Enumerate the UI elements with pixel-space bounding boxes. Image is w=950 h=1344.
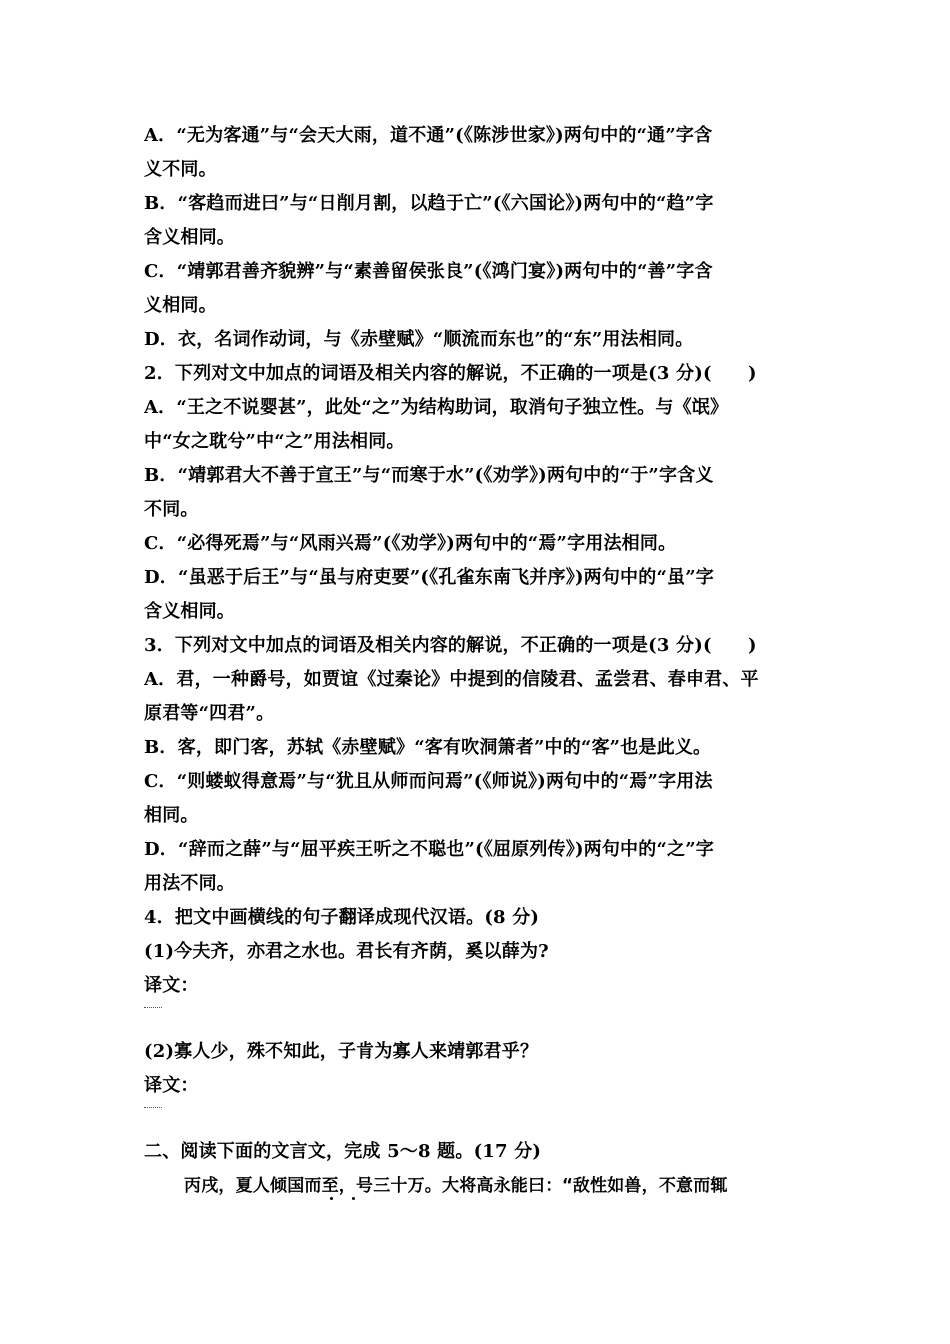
text-line: B．“客趋而进曰”与“日削月割，以趋于亡”(《六国论》)两句中的“趋”字 — [144, 193, 714, 214]
text-line: C．“必得死焉”与“风雨兴焉”(《劝学》)两句中的“焉”字用法相同。 — [144, 533, 677, 554]
text-line: 含义相同。 — [144, 601, 235, 622]
emphasis-dots — [144, 1203, 808, 1211]
text-line: A．“无为客通”与“会天大雨，道不通”(《陈涉世家》)两句中的“通”字含 — [144, 125, 713, 146]
text-line: 2．下列对文中加点的词语及相关内容的解说，不正确的一项是(3 分)( ) — [144, 363, 757, 384]
text-line: B．客，即门客，苏轼《赤壁赋》“客有吹洞箫者”中的“客”也是此义。 — [144, 737, 712, 758]
text-line: 含义相同。 — [144, 227, 235, 248]
text-line: 3．下列对文中加点的词语及相关内容的解说，不正确的一项是(3 分)( ) — [144, 635, 757, 656]
text-line: D．“辞而之薛”与“屈平疾王听之不聪也”(《屈原列传》)两句中的“之”字 — [144, 839, 714, 860]
text-line: 中“女之耽兮”中“之”用法相同。 — [144, 431, 405, 452]
section-heading: 二、阅读下面的文言文，完成 5～8 题。(17 分) — [144, 1141, 542, 1162]
answer-blank-1[interactable] — [144, 1003, 808, 1035]
text-line: 译文： — [144, 975, 199, 996]
passage-line: 丙戌，夏人倾国而至，号三十万。大将高永能曰：“敌性如兽，不意而辄 — [184, 1176, 728, 1196]
text-line: (1)今夫齐，亦君之水也。君长有齐荫，奚以薛为? — [144, 941, 549, 962]
text-line: 相同。 — [144, 805, 199, 826]
text-line: 用法不同。 — [144, 873, 235, 894]
text-line: 义相同。 — [144, 295, 217, 316]
text-line: C．“则蝼蚁得意焉”与“犹且从师而问焉”(《师说》)两句中的“焉”字用法 — [144, 771, 713, 792]
text-line: A．君，一种爵号，如贾谊《过秦论》中提到的信陵君、孟尝君、春申君、平 — [144, 669, 759, 690]
text-line: 原君等“四君”。 — [144, 703, 275, 724]
text-line: A．“王之不说婴甚”，此处“之”为结构助词，取消句子独立性。与《氓》 — [144, 397, 729, 418]
text-line: B．“靖郭君大不善于宣王”与“而寒于水”(《劝学》)两句中的“于”字含义 — [144, 465, 714, 486]
document-body — [144, 119, 808, 1211]
answer-blank-2[interactable] — [144, 1103, 808, 1135]
text-line: 译文： — [144, 1075, 199, 1096]
text-line: 不同。 — [144, 499, 199, 520]
text-line: D．衣，名词作动词，与《赤壁赋》“顺流而东也”的“东”用法相同。 — [144, 329, 694, 350]
text-line: C．“靖郭君善齐貌辨”与“素善留侯张良”(《鸿门宴》)两句中的“善”字含 — [144, 261, 713, 282]
text-line: (2)寡人少，殊不知此，子肯为寡人来靖郭君乎？ — [144, 1041, 539, 1062]
text-line: D．“虽恶于后王”与“虽与府吏要”(《孔雀东南飞并序》)两句中的“虽”字 — [144, 567, 714, 588]
text-line: 义不同。 — [144, 159, 217, 180]
text-line: 4．把文中画横线的句子翻译成现代汉语。(8 分) — [144, 907, 540, 928]
